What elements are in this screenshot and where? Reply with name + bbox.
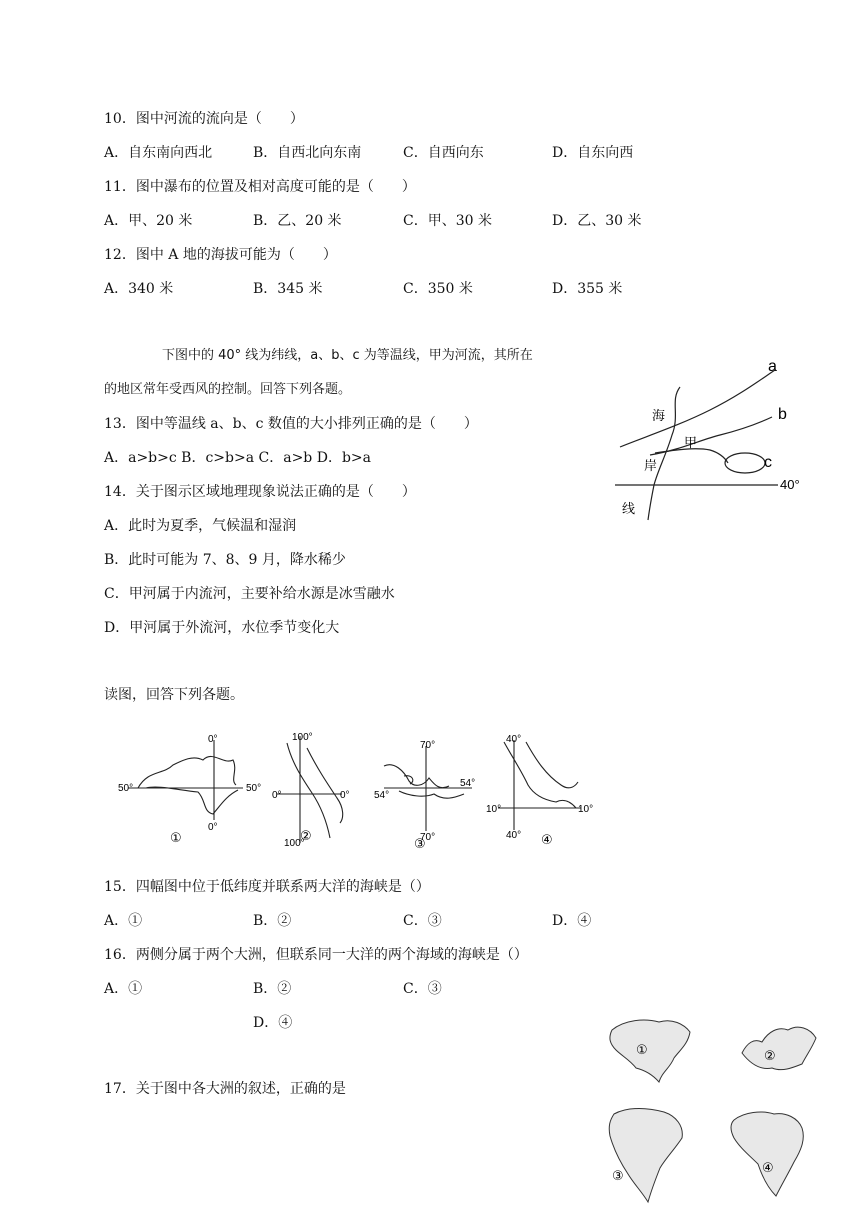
label-river: 甲 [684, 436, 698, 451]
continent-map-north-america [604, 1102, 694, 1208]
isotherm-a [620, 370, 775, 447]
question-11-stem: 11．图中瀑布的位置及相对高度可能的是（ ） [104, 179, 416, 195]
svg-text:10°: 10° [486, 804, 502, 815]
q16-option-b: B．② [253, 981, 292, 997]
q11-option-b: B．乙、20 米 [253, 213, 342, 229]
q12-option-a: A．340 米 [104, 281, 174, 297]
svg-text:40°: 40° [506, 734, 522, 745]
intro-paragraph-line-2: 的地区常年受西风的控制。回答下列各题。 [104, 382, 352, 397]
svg-text:50°: 50° [118, 783, 134, 794]
svg-text:10°: 10° [578, 804, 594, 815]
strait-map-2 [272, 728, 362, 850]
label-coast-1: 海 [652, 409, 666, 424]
label-c: c [764, 454, 772, 471]
q16-option-d: D．④ [253, 1015, 293, 1031]
question-17-stem: 17．关于图中各大洲的叙述，正确的是 [104, 1081, 346, 1097]
svg-text:54°: 54° [374, 790, 390, 801]
strait-map-1 [118, 730, 268, 850]
q11-option-a: A．甲、20 米 [104, 213, 193, 229]
question-14-stem: 14．关于图示区域地理现象说法正确的是（ ） [104, 484, 416, 500]
q10-option-a: A．自东南向西北 [104, 145, 213, 161]
svg-text:0°: 0° [208, 734, 218, 745]
continent-map-europe-number: ② [764, 1048, 776, 1063]
strait-map-2-number: ② [300, 828, 312, 843]
continent-map-africa [724, 1100, 814, 1200]
q12-option-c: C．350 米 [403, 281, 473, 297]
q15-option-a: A．① [104, 913, 143, 929]
q14-option-c: C．甲河属于内流河，主要补给水源是冰雪融水 [104, 586, 395, 602]
svg-text:100°: 100° [284, 838, 305, 849]
question-12-stem: 12．图中 A 地的海拔可能为（ ） [104, 247, 337, 263]
svg-text:0°: 0° [272, 790, 282, 801]
continent-map-asia [604, 1010, 694, 1090]
label-b: b [778, 406, 787, 423]
q15-option-c: C．③ [403, 913, 442, 929]
label-coast-2: 岸 [644, 459, 658, 474]
svg-text:70°: 70° [420, 832, 436, 843]
q14-option-b: B．此时可能为 7、8、9 月，降水稀少 [104, 552, 346, 568]
svg-text:0°: 0° [340, 790, 350, 801]
label-40: 40° [780, 477, 800, 492]
isotherm-b [650, 417, 772, 455]
q10-option-c: C．自西向东 [403, 145, 484, 161]
label-coast-3: 线 [622, 502, 636, 517]
q11-option-d: D．乙、30 米 [552, 213, 642, 229]
strait-map-3 [374, 736, 484, 852]
coastline [648, 387, 680, 520]
question-15-stem: 15．四幅图中位于低纬度并联系两大洋的海峡是（） [104, 879, 430, 895]
label-a: a [768, 358, 777, 375]
isotherm-c [725, 453, 765, 473]
strait-map-4 [486, 730, 596, 850]
q11-option-c: C．甲、30 米 [403, 213, 492, 229]
q15-option-b: B．② [253, 913, 292, 929]
q14-option-d: D．甲河属于外流河，水位季节变化大 [104, 620, 340, 636]
q10-option-d: D．自东向西 [552, 145, 634, 161]
svg-text:0°: 0° [208, 822, 218, 833]
q12-option-b: B．345 米 [253, 281, 323, 297]
continent-map-europe [732, 1008, 822, 1088]
strait-map-1-number: ① [170, 830, 182, 845]
question-16-stem: 16．两侧分属于两个大洲，但联系同一大洋的两个海域的海峡是（） [104, 947, 528, 963]
strait-map-4-number: ④ [541, 832, 553, 847]
svg-text:50°: 50° [246, 783, 262, 794]
continent-map-asia-number: ① [636, 1042, 648, 1057]
q12-option-d: D．355 米 [552, 281, 623, 297]
continent-map-africa-number: ④ [762, 1160, 774, 1175]
svg-text:40°: 40° [506, 830, 522, 841]
svg-text:54°: 54° [460, 778, 476, 789]
continent-map-north-america-number: ③ [612, 1168, 624, 1183]
intro-paragraph-line-1: 下图中的 40° 线为纬线，a、b、c 为等温线，甲为河流，其所在 [162, 348, 533, 363]
q16-option-a: A．① [104, 981, 143, 997]
strait-map-3-number: ③ [414, 836, 426, 851]
svg-text:100°: 100° [292, 732, 313, 743]
q15-option-d: D．④ [552, 913, 592, 929]
q14-option-a: A．此时为夏季，气候温和湿润 [104, 518, 297, 534]
intro-2: 读图，回答下列各题。 [104, 687, 244, 703]
q13-options: A．a>b>c B．c>b>a C．a>b D．b>a [104, 450, 371, 466]
q10-option-b: B．自西北向东南 [253, 145, 362, 161]
isotherm-map [610, 355, 810, 525]
svg-text:70°: 70° [420, 740, 436, 751]
question-13-stem: 13．图中等温线 a、b、c 数值的大小排列正确的是（ ） [104, 416, 478, 432]
question-10-stem: 10．图中河流的流向是（ ） [104, 111, 304, 127]
q16-option-c: C．③ [403, 981, 442, 997]
